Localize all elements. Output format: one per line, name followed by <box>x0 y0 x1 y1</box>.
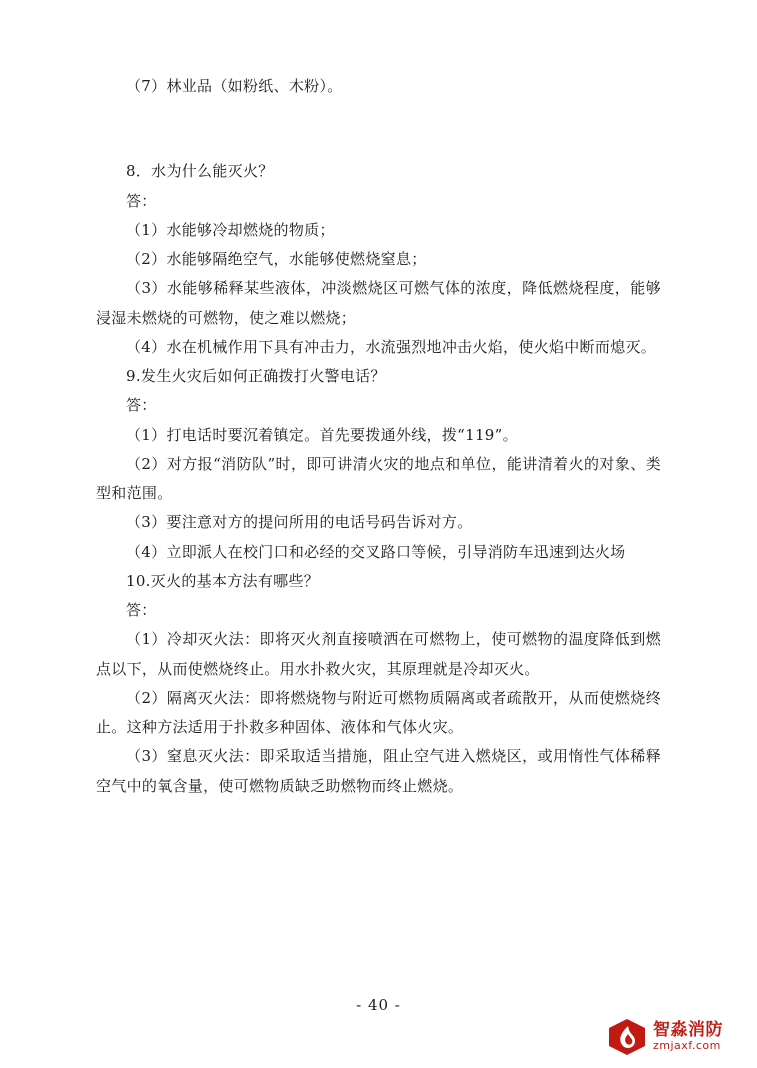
paragraph: （4）立即派人在校门口和必经的交叉路口等候，引导消防车迅速到达火场 <box>126 542 626 561</box>
question-heading: 8．水为什么能灭火？ <box>126 162 274 181</box>
paragraph: （2）对方报“消防队”时，即可讲清火灾的地点和单位，能讲清着火的对象、类型和范围。 <box>96 454 661 502</box>
watermark <box>607 1014 739 1060</box>
paragraph: （1）冷却灭火法：即将灭火剂直接喷洒在可燃物上，使可燃物的温度降低到燃点以下，从而使燃烧终止。用水扑救火灾，其原理就是冷却灭火。 <box>96 630 661 678</box>
flame-shield-icon <box>607 1017 647 1057</box>
section-spacer <box>96 101 661 157</box>
page-number: - 40 - <box>356 996 401 1014</box>
paragraph: （3）水能够稀释某些液体，冲淡燃烧区可燃气体的浓度，降低燃烧程度，能够浸湿未燃烧的可燃物，使之难以燃烧； <box>96 279 661 327</box>
watermark-url: zmjaxf.com <box>653 1039 721 1053</box>
paragraph: （2）隔离灭火法：即将燃烧物与附近可燃物质隔离或者疏散开，从而使燃烧终止。这种方法适用于扑救多种固体、液体和气体火灾。 <box>96 688 661 736</box>
answer-label: 答： <box>126 601 157 619</box>
paragraph: （3）要注意对方的提问所用的电话号码告诉对方。 <box>126 513 473 532</box>
paragraph: （2）水能够隔绝空气，水能够使燃烧窒息； <box>126 250 427 268</box>
answer-label: 答： <box>126 396 157 415</box>
paragraph: （1）打电话时要沉着镇定。首先要拨通外线，拨“119”。 <box>126 425 518 444</box>
document-body <box>96 72 661 801</box>
question-heading: 9.发生火灾后如何正确拨打火警电话？ <box>126 367 386 385</box>
paragraph: （7）林业品（如粉纸、木粉）。 <box>126 77 343 95</box>
answer-label: 答： <box>126 191 157 210</box>
watermark-brand: 智淼消防 <box>653 1020 723 1041</box>
paragraph: （3）窒息灭火法：即采取适当措施，阻止空气进入燃烧区，或用惰性气体稀释空气中的氧含量，使可燃物质缺乏助燃物而终止燃烧。 <box>96 747 661 795</box>
watermark-text <box>653 1022 723 1051</box>
paragraph: （1）水能够冷却燃烧的物质； <box>126 220 335 239</box>
question-heading: 10.灭火的基本方法有哪些？ <box>126 571 320 590</box>
paragraph: （4）水在机械作用下具有冲击力，水流强烈地冲击火焰，使火焰中断而熄灭。 <box>126 337 657 356</box>
